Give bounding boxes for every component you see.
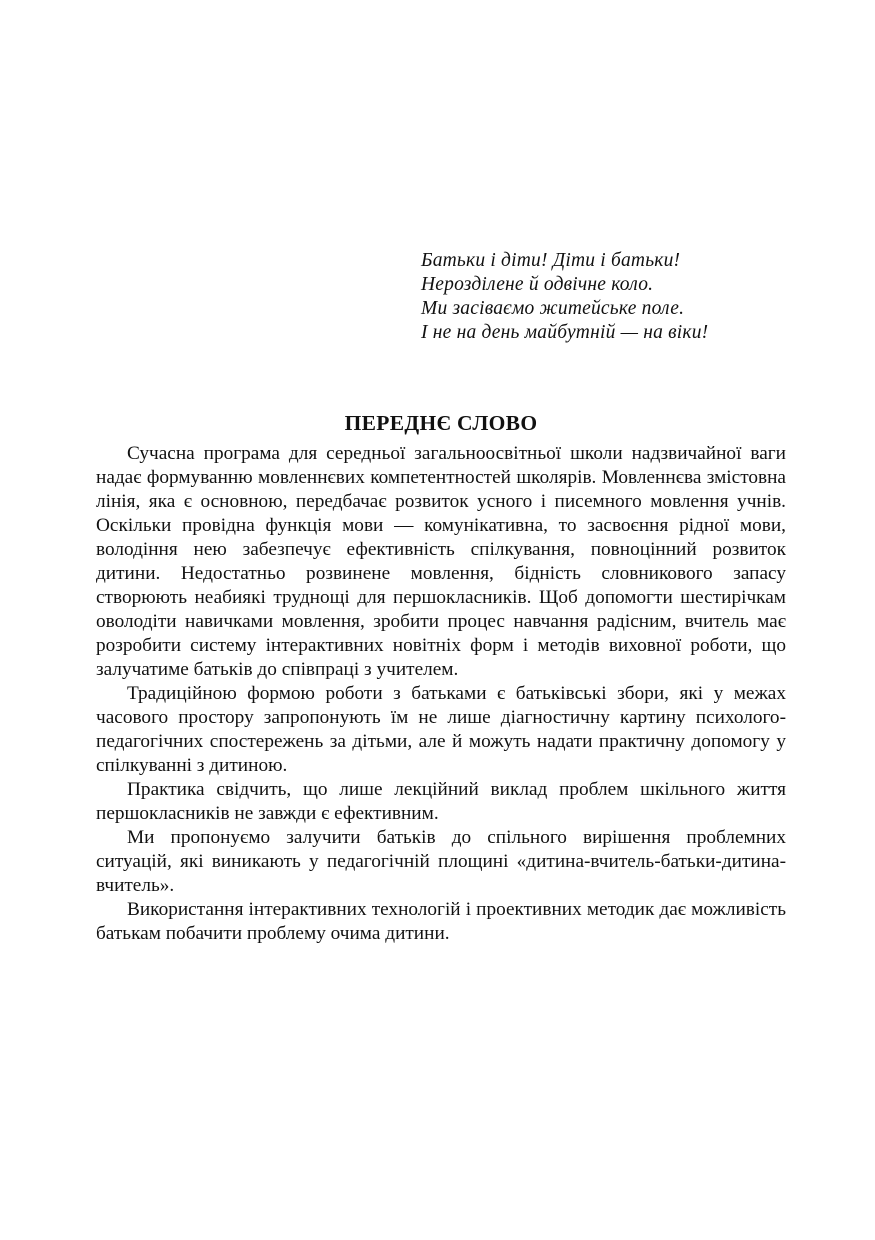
epigraph-poem — [421, 249, 821, 345]
paragraph: Практика свідчить, що лише лекційний виклад проблем шкільного життя першокласників не завжди є ефективним. — [96, 779, 786, 824]
paragraph: Сучасна програма для середньої загальноосвітньої школи надзвичайної ваги надає формуванню мовленнєвих компетентностей школярів. Мовленнєва змістовна лінія, яка є основною, передбачає розвиток усного і писемного мовлення учнів. Оскільки провідна функція мови — комунікативна, то засвоєння рідної мови, володіння нею забезпечує ефективність спілкування, повноцінний розвиток дитини. Недостатньо розвинене мовлення, бідність словникового запасу створюють неабиякі труднощі для першокласників. Щоб допомогти шестирічкам оволодіти навичками мовлення, зробити процес навчання радісним, вчитель має розробити систему інтерактивних новітніх форм і методів виховної роботи, що залучатиме батьків до співпраці з учителем. — [96, 443, 786, 680]
epigraph-line: Батьки і діти! Діти і батьки! — [421, 250, 681, 271]
paragraph: Традиційною формою роботи з батьками є батьківські збори, які у межах часового простору запропонують їм не лише діагностичну картину психолого-педагогічних спостережень за дітьми, але й можуть надати практичну допомогу у спілкуванні з дитиною. — [96, 683, 786, 776]
epigraph-line: І не на день майбутній — на віки! — [421, 322, 709, 343]
epigraph-line: Нерозділене й одвічне коло. — [421, 274, 654, 295]
body-text — [96, 442, 786, 946]
paragraph: Ми пропонуємо залучити батьків до спільного вирішення проблемних ситуацій, які виникають у педагогічній площині «дитина-вчитель-батьки-дитина-вчитель». — [96, 827, 786, 896]
paragraph: Використання інтерактивних технологій і проективних методик дає можливість батькам побачити проблему очима дитини. — [96, 899, 786, 944]
epigraph-line: Ми засіваємо житейське поле. — [421, 298, 685, 319]
section-heading: ПЕРЕДНЄ СЛОВО — [344, 411, 538, 435]
